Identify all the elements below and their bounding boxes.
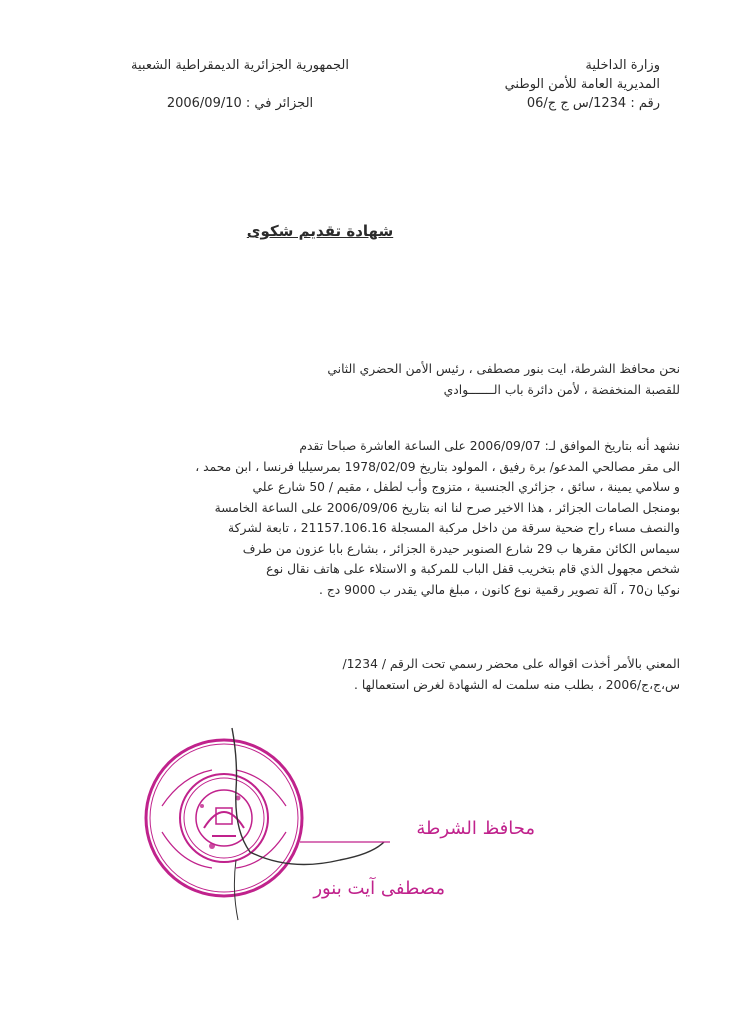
header-ministry-block (460, 56, 660, 113)
paragraph-line: نحن محافظ الشرطة، ايت بنور مصطفى ، رئيس الأمن الحضري الثاني (327, 362, 680, 376)
republic-name: الجمهورية الجزائرية الديمقراطية الشعبية (131, 58, 349, 73)
paragraph-body (66, 436, 680, 600)
ministry-name: وزارة الداخلية (585, 58, 660, 73)
paragraph-line: نوكيا ن70 ، آلة تصوير رقمية نوع كانون ، مبلغ مالي يقدر ب 9000 دج . (319, 582, 680, 597)
official-stamp (142, 736, 306, 900)
paragraph-line: سيماس الكائن مقرها ب 29 شارع الصنوبر حيدرة الجزائر ، بشارع بابا عزون من طرف (242, 541, 680, 556)
paragraph-line: س،ج،ج/2006 ، بطلب منه سلمت له الشهادة لغرض استعمالها . (354, 677, 680, 692)
paragraph-line: بومنجل الصامات الجزائر ، هذا الاخير صرح لنا انه بتاريخ 2006/09/06 على الساعة الخامسة (214, 500, 680, 515)
paragraph-line: المعني بالأمر أخذت اقواله على محضر رسمي تحت الرقم / 1234/ (342, 657, 680, 671)
paragraph-line: و سلامي يمينة ، سائق ، جزائري الجنسية ، متزوج وأب لطفل ، مقيم / 50 شارع علي (252, 480, 680, 494)
document-title: شهادة تقديم شكوى (246, 222, 394, 240)
header-republic-block (110, 56, 370, 113)
paragraph-closing (66, 654, 680, 695)
paragraph-line: والنصف مساء راح ضحية سرقة من داخل مركبة المسجلة 21157.106.16 ، تابعة لشركة (228, 521, 680, 535)
paragraph-intro (66, 359, 680, 400)
place-date: الجزائر في : 2006/09/10 (166, 96, 314, 111)
signatory-name: مصطفى آيت بنور (313, 878, 445, 899)
reference-number: رقم : 1234/س ج ج/06 (526, 96, 660, 111)
paragraph-line: شخص مجهول الذي قام بتخريب قفل الباب للمركبة و الاستلاء على هاتف نقال نوع (266, 562, 680, 576)
directorate-name: المديرية العامة للأمن الوطني (504, 77, 660, 92)
paragraph-line: للقصبة المنخفضة ، لأمن دائرة باب الـــــــوادي (443, 382, 680, 397)
paragraph-line: نشهد أنه بتاريخ الموافق لـ: 2006/09/07 على الساعة العاشرة صباحا تقدم (299, 439, 680, 453)
paragraph-line: الى مقر مصالحي المدعو/ برة رفيق ، المولود بتاريخ 1978/02/09 بمرسيليا فرنسا ، ابن محمد ، (195, 459, 680, 474)
signatory-title: محافظ الشرطة (416, 818, 535, 839)
